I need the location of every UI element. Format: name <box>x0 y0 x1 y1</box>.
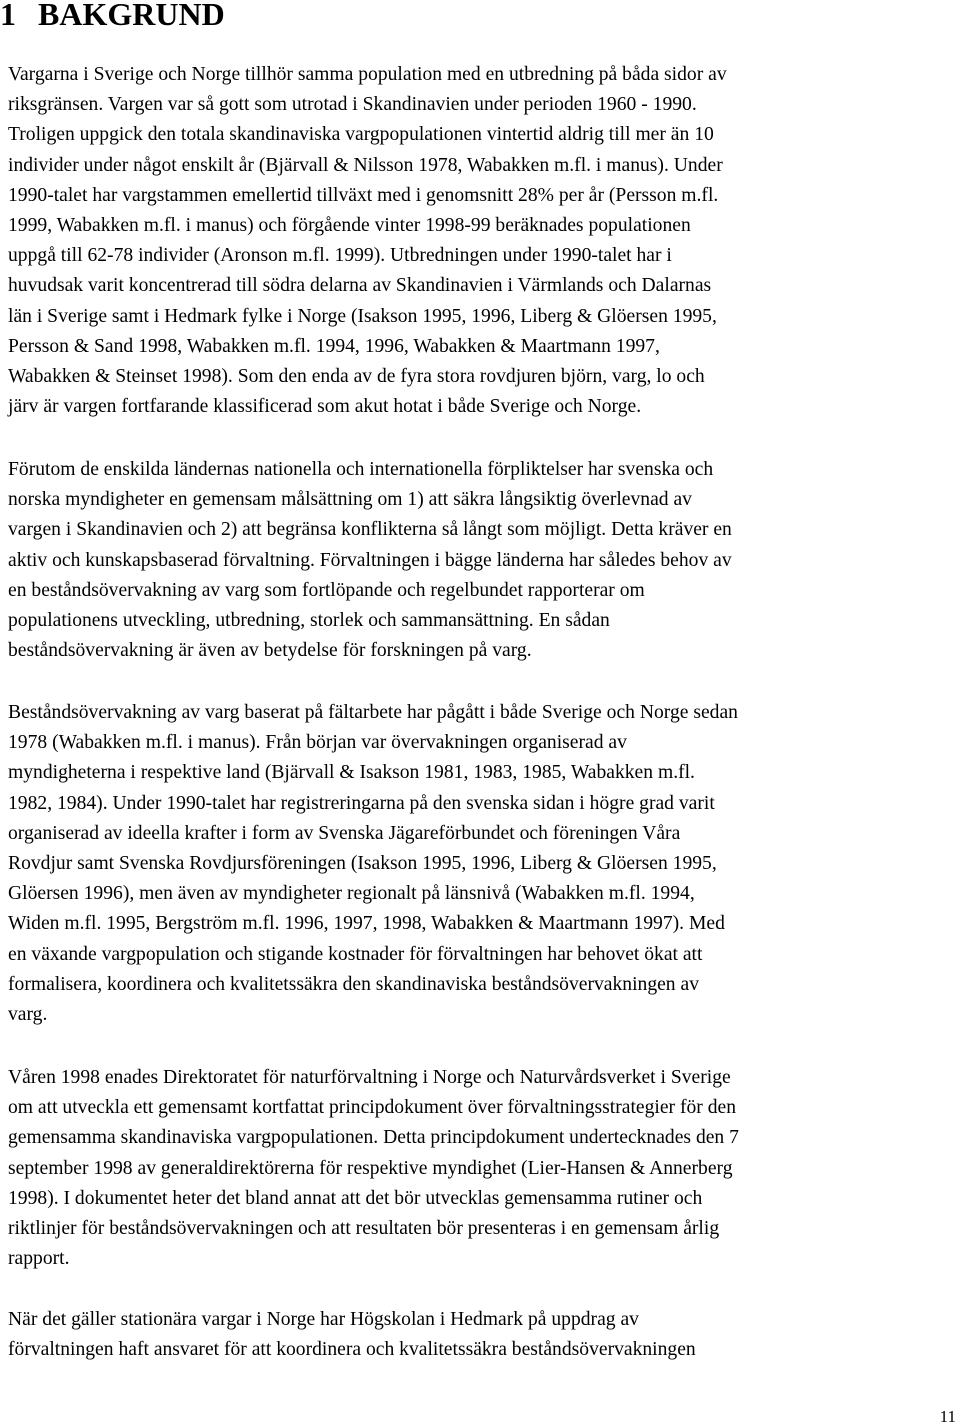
text-line: rapport. <box>8 1248 70 1270</box>
text-line: Förutom de enskilda ländernas nationella och internationella förpliktelser har svenska och <box>8 459 714 480</box>
text-line: uppgå till 62-78 individer (Aronson m.fl. 1999). Utbredningen under 1990-talet har i <box>8 245 672 267</box>
text-line: varg. <box>8 1004 48 1026</box>
text-line: riksgränsen. Vargen var så gott som utrotad i Skandinavien under perioden 1960 - 1990. <box>8 94 697 116</box>
text-line: Vargarna i Sverige och Norge tillhör samma population med en utbredning på båda sidor av <box>8 64 727 85</box>
text-line: huvudsak varit koncentrerad till södra delarna av Skandinavien i Värmlands och Dalarnas <box>8 275 712 297</box>
text-line: en växande vargpopulation och stigande kostnader för förvaltningen har behovet ökat att <box>8 943 703 965</box>
text-line: Rovdjur samt Svenska Rovdjursföreningen (Isakson 1995, 1996, Liberg & Glöersen 1995, <box>8 853 717 875</box>
text-line: aktiv och kunskapsbaserad förvaltning. Förvaltningen i bägge länderna har således behov av <box>8 549 732 571</box>
text-line: Våren 1998 enades Direktoratet för naturförvaltning i Norge och Naturvårdsverket i Sverige <box>8 1067 731 1088</box>
text-line: formalisera, koordinera och kvalitetssäkra den skandinaviska beståndsövervakningen av <box>8 973 699 995</box>
text-line: 1999, Wabakken m.fl. i manus) och förgående vinter 1998-99 beräknades populationen <box>8 215 691 237</box>
text-line: organiserad av ideella krafter i form av Svenska Jägareförbundet och föreningen Våra <box>8 822 681 844</box>
text-line: När det gäller stationära vargar i Norge har Högskolan i Hedmark på uppdrag av <box>8 1309 639 1330</box>
paragraph-5 <box>8 1305 958 1365</box>
text-line: om att utveckla ett gemensamt kortfattat principdokument över förvaltningsstrategier för den <box>8 1097 737 1119</box>
text-line: Wabakken & Steinset 1998). Som den enda av de fyra stora rovdjuren björn, varg, lo och <box>8 366 705 388</box>
text-line: 1998). I dokumentet heter det bland annat att det bör utvecklas gemensamma rutiner och <box>8 1187 703 1209</box>
text-line: län i Sverige samt i Hedmark fylke i Norge (Isakson 1995, 1996, Liberg & Glöersen 1995, <box>8 305 717 327</box>
text-line: norska myndigheter en gemensam målsättning om 1) att säkra långsiktig överlevnad av <box>8 489 692 511</box>
text-line: Beståndsövervakning av varg baserat på fältarbete har pågått i både Sverige och Norge sedan <box>8 702 738 723</box>
paragraph-2 <box>8 455 958 666</box>
section-title: BAKGRUND <box>38 0 225 32</box>
page-number: 11 <box>939 1407 956 1426</box>
text-line: riktlinjer för beståndsövervakningen och att resultaten bör presenteras i en gemensam årlig <box>8 1218 720 1240</box>
section-heading <box>0 0 225 34</box>
paragraph-1 <box>8 60 958 422</box>
text-line: en beståndsövervakning av varg som fortlöpande och regelbundet rapporterar om <box>8 579 645 601</box>
text-line: Widen m.fl. 1995, Bergström m.fl. 1996, 1997, 1998, Wabakken & Maartmann 1997). Med <box>8 913 725 935</box>
text-line: populationens utveckling, utbredning, storlek och sammansättning. En sådan <box>8 610 610 632</box>
section-number: 1 <box>0 0 16 32</box>
text-line: 1978 (Wabakken m.fl. i manus). Från början var övervakningen organiserad av <box>8 732 627 754</box>
paragraph-4 <box>8 1063 958 1274</box>
text-line: vargen i Skandinavien och 2) att begränsa konflikterna så långt som möjligt. Detta kräver en <box>8 519 732 541</box>
text-line: september 1998 av generaldirektörerna för respektive myndighet (Lier-Hansen & Annerberg <box>8 1157 733 1179</box>
text-line: Persson & Sand 1998, Wabakken m.fl. 1994, 1996, Wabakken & Maartmann 1997, <box>8 335 660 357</box>
text-line: förvaltningen haft ansvaret för att koordinera och kvalitetssäkra beståndsövervakningen <box>8 1339 696 1361</box>
text-line: Troligen uppgick den totala skandinaviska vargpopulationen vintertid aldrig till mer än 10 <box>8 124 714 146</box>
text-line: myndigheterna i respektive land (Bjärvall & Isakson 1981, 1983, 1985, Wabakken m.fl. <box>8 762 695 784</box>
text-line: individer under något enskilt år (Bjärvall & Nilsson 1978, Wabakken m.fl. i manus). Under <box>8 154 723 176</box>
text-line: Glöersen 1996), men även av myndigheter regionalt på länsnivå (Wabakken m.fl. 1994, <box>8 883 695 905</box>
text-line: gemensamma skandinaviska vargpopulationen. Detta principdokument undertecknades den 7 <box>8 1127 739 1149</box>
text-line: järv är vargen fortfarande klassificerad som akut hotat i både Sverige och Norge. <box>8 396 642 418</box>
paragraph-3 <box>8 698 958 1030</box>
text-line: beståndsövervakning är även av betydelse för forskningen på varg. <box>8 640 532 662</box>
text-line: 1990-talet har vargstammen emellertid tillväxt med i genomsnitt 28% per år (Persson m.fl. <box>8 184 719 206</box>
text-line: 1982, 1984). Under 1990-talet har registreringarna på den svenska sidan i högre grad varit <box>8 792 715 814</box>
